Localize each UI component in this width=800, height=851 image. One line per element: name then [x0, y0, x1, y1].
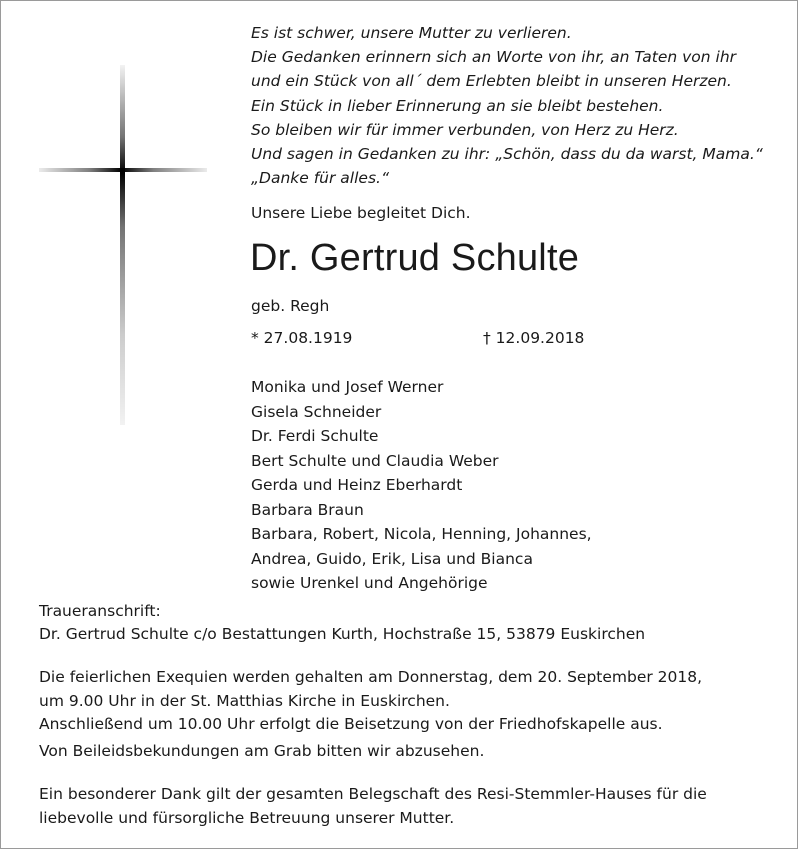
thanks-line: Ein besonderer Dank gilt der gesamten Belegschaft des Resi-Stemmler-Hauses für die: [39, 785, 707, 803]
poem-line: Ein Stück in lieber Erinnerung an sie bleibt bestehen.: [251, 96, 664, 115]
list-item: Barbara Braun: [251, 500, 364, 519]
service-info: [39, 666, 702, 737]
birth-date: * 27.08.1919: [251, 329, 353, 347]
cross-vertical-beam: [120, 65, 125, 425]
deceased-name: Dr. Gertrud Schulte: [250, 237, 580, 279]
death-date: † 12.09.2018: [483, 329, 585, 347]
service-line: Anschließend um 10.00 Uhr erfolgt die Beisetzung von der Friedhofskapelle aus.: [39, 715, 663, 733]
poem-line: So bleiben wir für immer verbunden, von Herz zu Herz.: [251, 120, 679, 139]
condolence-note: Von Beileidsbekundungen am Grab bitten wir abzusehen.: [39, 742, 485, 760]
poem-line: Die Gedanken erinnern sich an Worte von ihr, an Taten von ihr: [251, 48, 737, 67]
list-item: Barbara, Robert, Nicola, Henning, Johannes,: [251, 525, 592, 543]
list-item: Andrea, Guido, Erik, Lisa und Bianca: [251, 549, 533, 568]
thanks-note: [39, 783, 707, 830]
list-item: Dr. Ferdi Schulte: [251, 427, 379, 445]
poem-line: und ein Stück von all´ dem Erlebten bleibt in unseren Herzen.: [251, 72, 732, 91]
poem: [251, 21, 763, 190]
list-item: Gerda und Heinz Eberhardt: [251, 476, 463, 494]
poem-line: Und sagen in Gedanken zu ihr: „Schön, dass du da warst, Mama.“: [251, 144, 763, 163]
cross-icon: [39, 65, 209, 427]
mourners-list: [251, 375, 592, 596]
address-label: Traueranschrift:: [39, 602, 161, 620]
list-item: Monika und Josef Werner: [251, 378, 444, 396]
poem-line: „Danke für alles.“: [251, 169, 389, 188]
address-text: Dr. Gertrud Schulte c/o Bestattungen Kurth, Hochstraße 15, 53879 Euskirchen: [39, 625, 646, 643]
intro-line: Unsere Liebe begleitet Dich.: [251, 204, 471, 222]
service-line: Die feierlichen Exequien werden gehalten am Donnerstag, dem 20. September 2018,: [39, 668, 703, 686]
thanks-line: liebevolle und fürsorgliche Betreuung unserer Mutter.: [39, 808, 455, 827]
list-item: Gisela Schneider: [251, 402, 382, 421]
maiden-name: geb. Regh: [251, 297, 330, 315]
cross-horizontal-beam: [39, 168, 207, 172]
list-item: Bert Schulte und Claudia Weber: [251, 451, 499, 470]
list-item: sowie Urenkel und Angehörige: [251, 574, 488, 592]
service-line: um 9.00 Uhr in der St. Matthias Kirche in Euskirchen.: [39, 691, 450, 710]
poem-line: Es ist schwer, unsere Mutter zu verlieren.: [251, 24, 572, 42]
